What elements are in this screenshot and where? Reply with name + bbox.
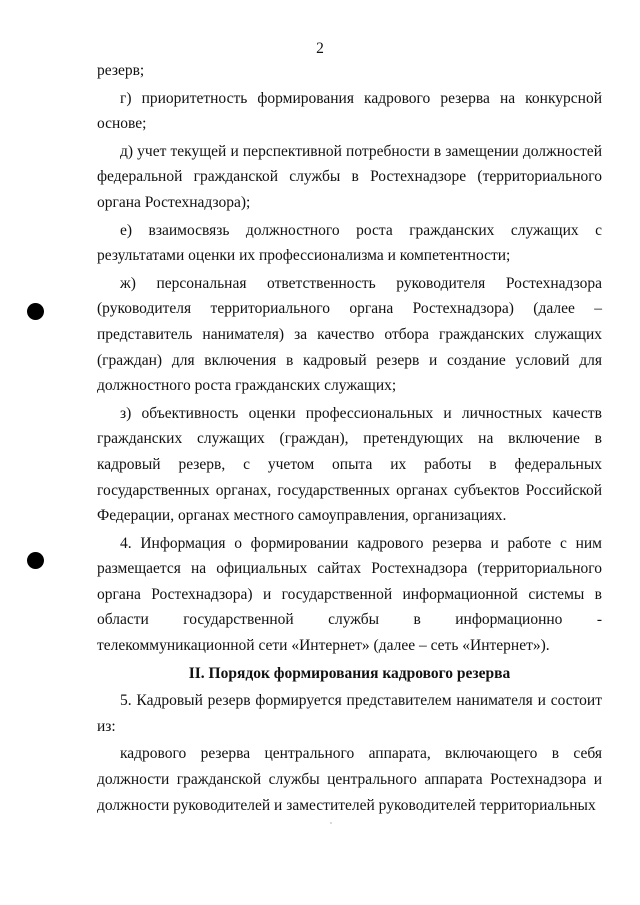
page-number: 2 xyxy=(316,40,324,57)
paragraph-continuation: резерв; xyxy=(97,62,145,79)
paragraph-item-e: е) взаимосвязь должностного роста гражданских служащих с результатами оценки их профессионализма и компетентности; xyxy=(97,221,602,265)
paragraph-item-z: з) объективность оценки профессиональных и личностных качеств гражданских служащих (граждан), претендующих на включение в кадровый резерв, с учетом опыта их работы в федеральных государственных органах, государственных органах субъектов Российской Федерации, органах местного самоуправления, организациях. xyxy=(97,404,602,525)
paragraph-clause-4: 4. Информация о формировании кадрового резерва и работе с ним размещается на официальных сайтах Ростехнадзора (территориального органа Ростехнадзора) и государственной информационной системы в области государственной службы в информационно - телекоммуникационной сети «Интернет» (далее – сеть «Интернет»). xyxy=(97,534,602,655)
hole-punch-mark xyxy=(27,552,44,569)
paragraph-item-g: г) приоритетность формирования кадрового резерва на конкурсной основе; xyxy=(97,89,602,133)
paragraph-central-reserve: кадрового резерва центрального аппарата, включающего в себя должности гражданской службы центрального аппарата Ростехнадзора и должности руководителей и заместителей руководителей территориальных xyxy=(97,745,602,814)
section-heading: II. Порядок формирования кадрового резерва xyxy=(188,664,511,682)
scan-speck xyxy=(330,822,332,824)
paragraph-clause-5: 5. Кадровый резерв формируется представителем нанимателя и состоит из: xyxy=(97,692,602,735)
hole-punch-mark xyxy=(27,303,44,320)
document-body xyxy=(97,58,602,818)
paragraph-item-zh: ж) персональная ответственность руководителя Ростехнадзора (руководителя территориального органа Ростехнадзора) (далее – представитель нанимателя) за качество отбора гражданских служащих (граждан) для включения в кадровый резерв и создание условий для должностного роста гражданских служащих; xyxy=(97,274,602,395)
paragraph-item-d: д) учет текущей и перспективной потребности в замещении должностей федеральной гражданской службы в Ростехнадзоре (территориального органа Ростехнадзора); xyxy=(97,142,602,211)
